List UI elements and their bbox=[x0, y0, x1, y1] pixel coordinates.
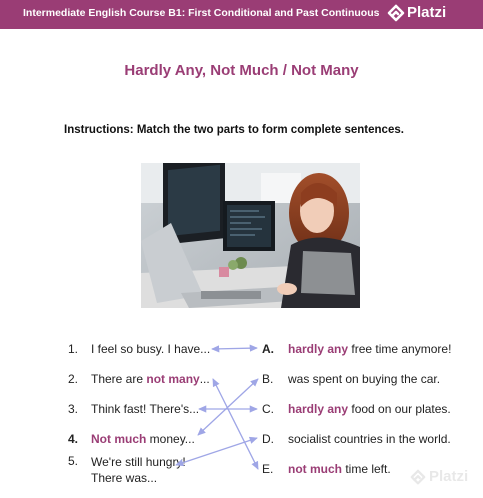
sentence-start-ellipsis: money... bbox=[146, 432, 195, 446]
item-letter-a: A. bbox=[262, 342, 274, 356]
sentence-end-e bbox=[288, 462, 391, 476]
platzi-watermark-icon bbox=[410, 468, 426, 488]
sentence-start-ellipsis: ... bbox=[200, 342, 211, 356]
platzi-logo-icon bbox=[387, 4, 405, 24]
sentence-start-ellipsis: ... bbox=[199, 372, 210, 386]
item-letter-c: C. bbox=[262, 402, 274, 416]
sentence-start-text: I feel so busy. I have bbox=[91, 342, 201, 356]
item-letter-e: E. bbox=[262, 462, 274, 476]
highlighted-phrase: not many bbox=[146, 372, 200, 386]
sentence-start-text: Think fast! There's bbox=[91, 402, 190, 416]
brand-name: Platzi bbox=[407, 4, 447, 21]
item-number-2: 2. bbox=[68, 372, 79, 386]
platzi-watermark bbox=[410, 468, 469, 493]
sentence-start-text: There are bbox=[91, 372, 147, 386]
sentence-start-line2: There was... bbox=[91, 471, 158, 485]
course-header-bar bbox=[0, 0, 483, 29]
sentence-end-text: was spent on buying the car. bbox=[288, 372, 441, 386]
watermark-text: Platzi bbox=[429, 468, 469, 485]
highlighted-phrase: hardly any bbox=[288, 342, 349, 356]
sentence-end-a bbox=[288, 342, 451, 356]
item-number-3: 3. bbox=[68, 402, 79, 416]
item-letter-d: D. bbox=[262, 432, 274, 446]
page-title: Hardly Any, Not Much / Not Many bbox=[124, 62, 359, 79]
match-arrow-4-b bbox=[198, 379, 258, 435]
highlighted-phrase: not much bbox=[288, 462, 342, 476]
instructions-text: Instructions: Match the two parts to form complete sentences. bbox=[64, 124, 404, 136]
item-number-1: 1. bbox=[68, 342, 79, 356]
item-letter-b: B. bbox=[262, 372, 274, 386]
sentence-end-text: food on our plates. bbox=[348, 402, 451, 416]
highlighted-phrase: Not much bbox=[91, 432, 147, 446]
sentence-start-line1: We're still hungry! bbox=[91, 455, 186, 469]
sentence-start-5 bbox=[91, 454, 186, 486]
sentence-end-b bbox=[288, 372, 440, 386]
sentence-end-text: time left. bbox=[342, 462, 391, 476]
match-arrow-2-e bbox=[213, 379, 258, 469]
sentence-end-text: free time anymore! bbox=[348, 342, 452, 356]
sentence-start-1 bbox=[91, 342, 210, 356]
highlighted-phrase: hardly any bbox=[288, 402, 349, 416]
sentence-start-3 bbox=[91, 402, 199, 416]
course-title: Intermediate English Course B1: First Conditional and Past Continuous bbox=[23, 7, 380, 19]
sentence-end-c bbox=[288, 402, 451, 416]
sentence-end-text: socialist countries in the world. bbox=[288, 432, 451, 446]
sentence-start-ellipsis: ... bbox=[189, 402, 200, 416]
sentence-start-2 bbox=[91, 372, 210, 386]
sentence-start-4 bbox=[91, 432, 195, 446]
sentence-end-d bbox=[288, 432, 451, 446]
item-number-5: 5. bbox=[68, 454, 79, 468]
match-arrow-1-a bbox=[212, 348, 257, 349]
woman-at-computer-photo bbox=[141, 163, 360, 308]
item-number-4: 4. bbox=[68, 432, 79, 446]
